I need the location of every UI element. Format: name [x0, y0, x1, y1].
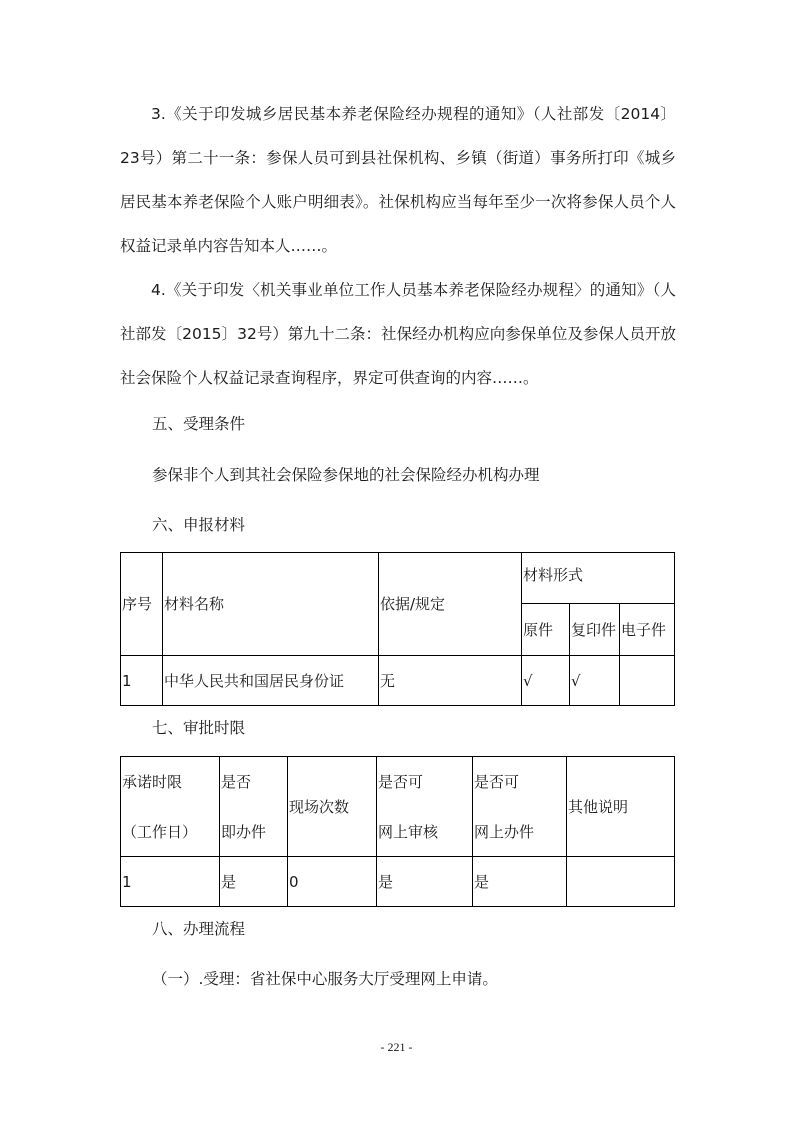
materials-header-copy: 复印件	[570, 604, 620, 656]
time-cell-other	[567, 857, 675, 907]
time-header-online-handle	[473, 757, 567, 857]
section-5-title: 五、受理条件	[152, 415, 246, 433]
time-header-online-review	[377, 757, 473, 857]
time-cell-online-handle: 是	[473, 857, 567, 907]
materials-cell-copy: √	[570, 656, 620, 706]
time-cell-instant: 是	[220, 857, 288, 907]
table-row	[121, 656, 675, 706]
page-number: - 221 -	[380, 1040, 413, 1054]
section-6-title: 六、申报材料	[152, 516, 246, 534]
materials-header-no: 序号	[121, 553, 163, 656]
materials-header-basis: 依据/规定	[379, 553, 522, 656]
time-header-limit-line1: 承诺时限	[122, 772, 183, 791]
materials-cell-electronic	[620, 656, 675, 706]
section-8-title: 八、办理流程	[152, 920, 246, 938]
section-8-step-1: （一）.受理：省社保中心服务大厅受理网上申请。	[152, 970, 498, 988]
materials-header-name: 材料名称	[163, 553, 379, 656]
materials-cell-no: 1	[121, 656, 163, 706]
paragraph-4-text: 4.《关于印发〈机关事业单位工作人员基本养老保险经办规程〉的通知》（人社部发〔2015〕32号）第九十二条：社保经办机构应向参保单位及参保人员开放社会保险个人权益记录查询程序，界定可供查询的内容……。	[120, 281, 676, 387]
time-header-instant-line1: 是否	[221, 772, 252, 791]
section-7-title: 七、审批时限	[152, 719, 246, 737]
time-header-visits: 现场次数	[288, 757, 377, 857]
time-header-limit	[121, 757, 220, 857]
time-cell-visits: 0	[288, 857, 377, 907]
section-5-body: 参保非个人到其社会保险参保地的社会保险经办机构办理	[152, 466, 540, 484]
paragraph-4	[120, 268, 676, 400]
table-row	[121, 857, 675, 907]
time-header-instant	[220, 757, 288, 857]
time-header-limit-line2: （工作日）	[122, 822, 198, 841]
materials-cell-basis: 无	[379, 656, 522, 706]
materials-cell-original: √	[522, 656, 570, 706]
time-header-other: 其他说明	[567, 757, 675, 857]
materials-header-original: 原件	[522, 604, 570, 656]
materials-header-electronic: 电子件	[620, 604, 675, 656]
time-cell-limit: 1	[121, 857, 220, 907]
time-header-online-handle-line2: 网上办件	[474, 822, 535, 841]
paragraph-3-text: 3.《关于印发城乡居民基本养老保险经办规程的通知》（人社部发〔2014〕23号）第二十一条：参保人员可到县社保机构、乡镇（街道）事务所打印《城乡居民基本养老保险个人账户明细表》。社保机构应当每年至少一次将参保人员个人权益记录单内容告知本人……。	[120, 105, 676, 255]
paragraph-3	[120, 92, 676, 268]
materials-header-form: 材料形式	[522, 553, 675, 604]
time-header-online-review-line2: 网上审核	[378, 822, 439, 841]
time-header-instant-line2: 即办件	[221, 822, 267, 841]
time-header-online-handle-line1: 是否可	[474, 772, 520, 791]
time-header-online-review-line1: 是否可	[378, 772, 424, 791]
materials-cell-name: 中华人民共和国居民身份证	[163, 656, 379, 706]
time-cell-online-review: 是	[377, 857, 473, 907]
time-limit-table	[120, 756, 675, 907]
materials-table	[120, 552, 675, 706]
